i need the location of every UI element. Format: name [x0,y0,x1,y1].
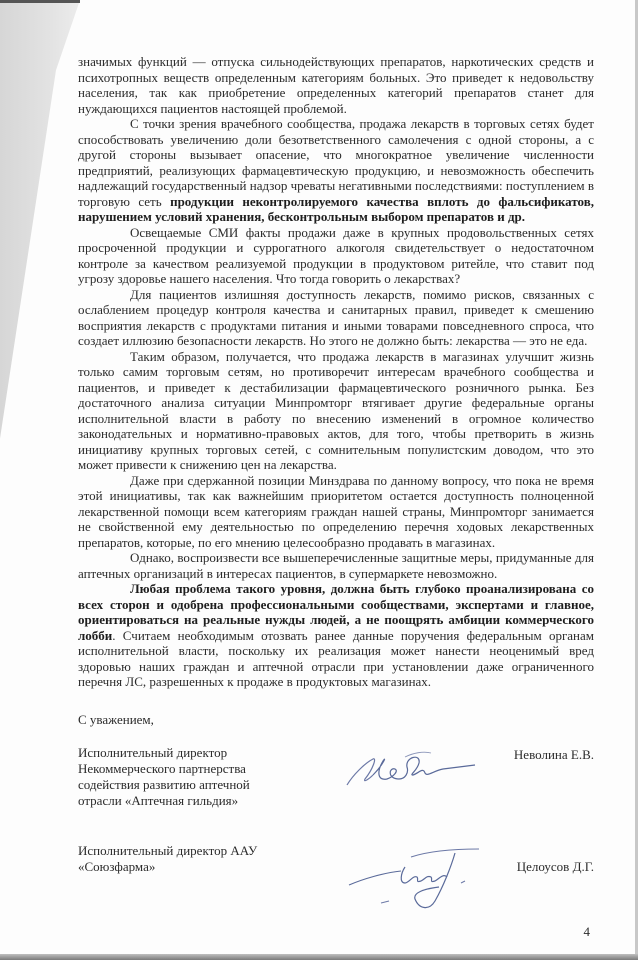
signature-1-handwritten [343,745,483,793]
paragraph [78,287,594,349]
paragraph [78,349,594,473]
signatory-1-name: Неволина Е.В. [513,747,594,762]
signatory-2 [78,843,594,918]
emphasized-text: Любая проблема такого уровня, должна быть глубоко проанализирована со всех сторон и одобрена профессиональными сообществами, экспертами и главное, ориентироваться на реальные нужды людей, а не поощрять амбиции коммерческого лобби [78,581,594,643]
signature-1-area [328,745,498,793]
paragraph [78,581,594,690]
signature-2-handwritten [343,843,483,918]
signatory-title-line: «Союзфарма» [78,859,156,874]
paragraph [78,473,594,551]
paragraph-text: Однако, воспроизвести все вышеперечисленные защитные меры, придуманные для аптечных организаций в интересах пациентов, в супермаркете невозможно. [78,550,594,581]
paragraph-text: Освещаемые СМИ факты продажи даже в крупных продовольственных сетях просроченной продукции и суррогатного алкоголя свидетельствует о недостаточном контроле за качеством реализуемой продукции в продуктовом ритейле, что ставит под угрозу здоровье нашего населения. Что тогда говорить о лекарствах? [78,224,594,286]
paragraph [78,550,594,581]
signatory-1 [78,745,594,809]
paragraph-text: Для пациентов излишняя доступность лекарств, помимо рисков, связанных с ослаблением процедур контроля качества и санитарных правил, приведет к смешению восприятия лекарств с продуктами питания и иными товарами повседневного спроса, что создает иллюзию безопасности лекарств. Но этого не должно быть: лекарства — это не еда. [78,286,594,348]
signatory-2-name: Целоусов Д.Г. [516,859,594,874]
paragraph-text: . Считаем необходимым отозвать ранее данные поручения федеральным органам исполнительной власти, поскольку их реализация может нанести неоценимый вред здоровью наших граждан и аптечной отрасли при установлении даже ограниченного перечня ЛС, разрешенных к продаже в продуктовых магазинах. [78,627,594,689]
signatory-title-line: Исполнительный директор [78,745,228,760]
page-number: 4 [583,924,590,939]
signatory-title-line: Исполнительный директор ААУ [78,843,258,858]
signatory-title-line: отрасли «Аптечная гильдия» [78,793,239,808]
paragraph-text: значимых функций — отпуска сильнодействующих препаратов, наркотических средств и психотропных веществ определенным категориям больных. Это приведет к недовольству населения, так как приобретение определенных категорий препаратов станет для нуждающихся пациентов настоящей проблемой. [78,54,594,116]
paragraph-text: С точки зрения врачебного сообщества, продажа лекарств в торговых сетях будет способствовать увеличению доли безответственного самолечения с одной стороны, а с другой стороны вызывает опасение, что многократное увеличение численности предприятий, реализующих фармацевтическую продукцию, и невозможность обеспечить надлежащий государственный надзор чреваты негативными последствиями: поступлением в торговую сеть [78,116,594,209]
signatory-title-line: содействия развитию аптечной [78,777,250,792]
signatory-title-line: Некоммерческого партнерства [78,761,246,776]
signature-2-area [328,843,498,918]
paragraph [78,54,594,116]
paragraph-text: Таким образом, получается, что продажа лекарств в магазинах улучшит жизнь только самим торговым сетям, но противоречит интересам врачебного сообщества и пациентов, и приведет к дестабилизации фармацевтического розничного рынка. Без достаточного анализа ситуации Минпромторг втягивает другие федеральные органы исполнительной власти в работу по внесению изменений в огромное количество законодательных и нормативно-правовых актов, для того, чтобы претворить в жизнь инициативу крупных торговых сетей, с сомнительным популистским доводом, что это может привести к снижению цен на лекарства. [78,348,594,472]
closing-salutation: С уважением, [78,711,154,727]
paragraph [78,116,594,225]
signatory-2-title [78,843,328,875]
letter-body [78,54,594,690]
signatory-1-title [78,745,328,809]
paragraph-text: Даже при сдержанной позиции Минздрава по данному вопросу, что пока не время этой инициативы, так как важнейшим приоритетом остается доступность полноценной лекарственной помощи всем категориям граждан нашей страны, Минпромторг занимается не свойственной ему деятельностью по определению перечня ходовых лекарственных препаратов, которые, по его мнению целесообразно продавать в магазинах. [78,472,594,550]
emphasized-text: продукции неконтролируемого качества вплоть до фальсификатов, нарушением условий хранения, бесконтрольным выбором препаратов и др. [78,193,595,224]
paragraph [78,225,594,287]
